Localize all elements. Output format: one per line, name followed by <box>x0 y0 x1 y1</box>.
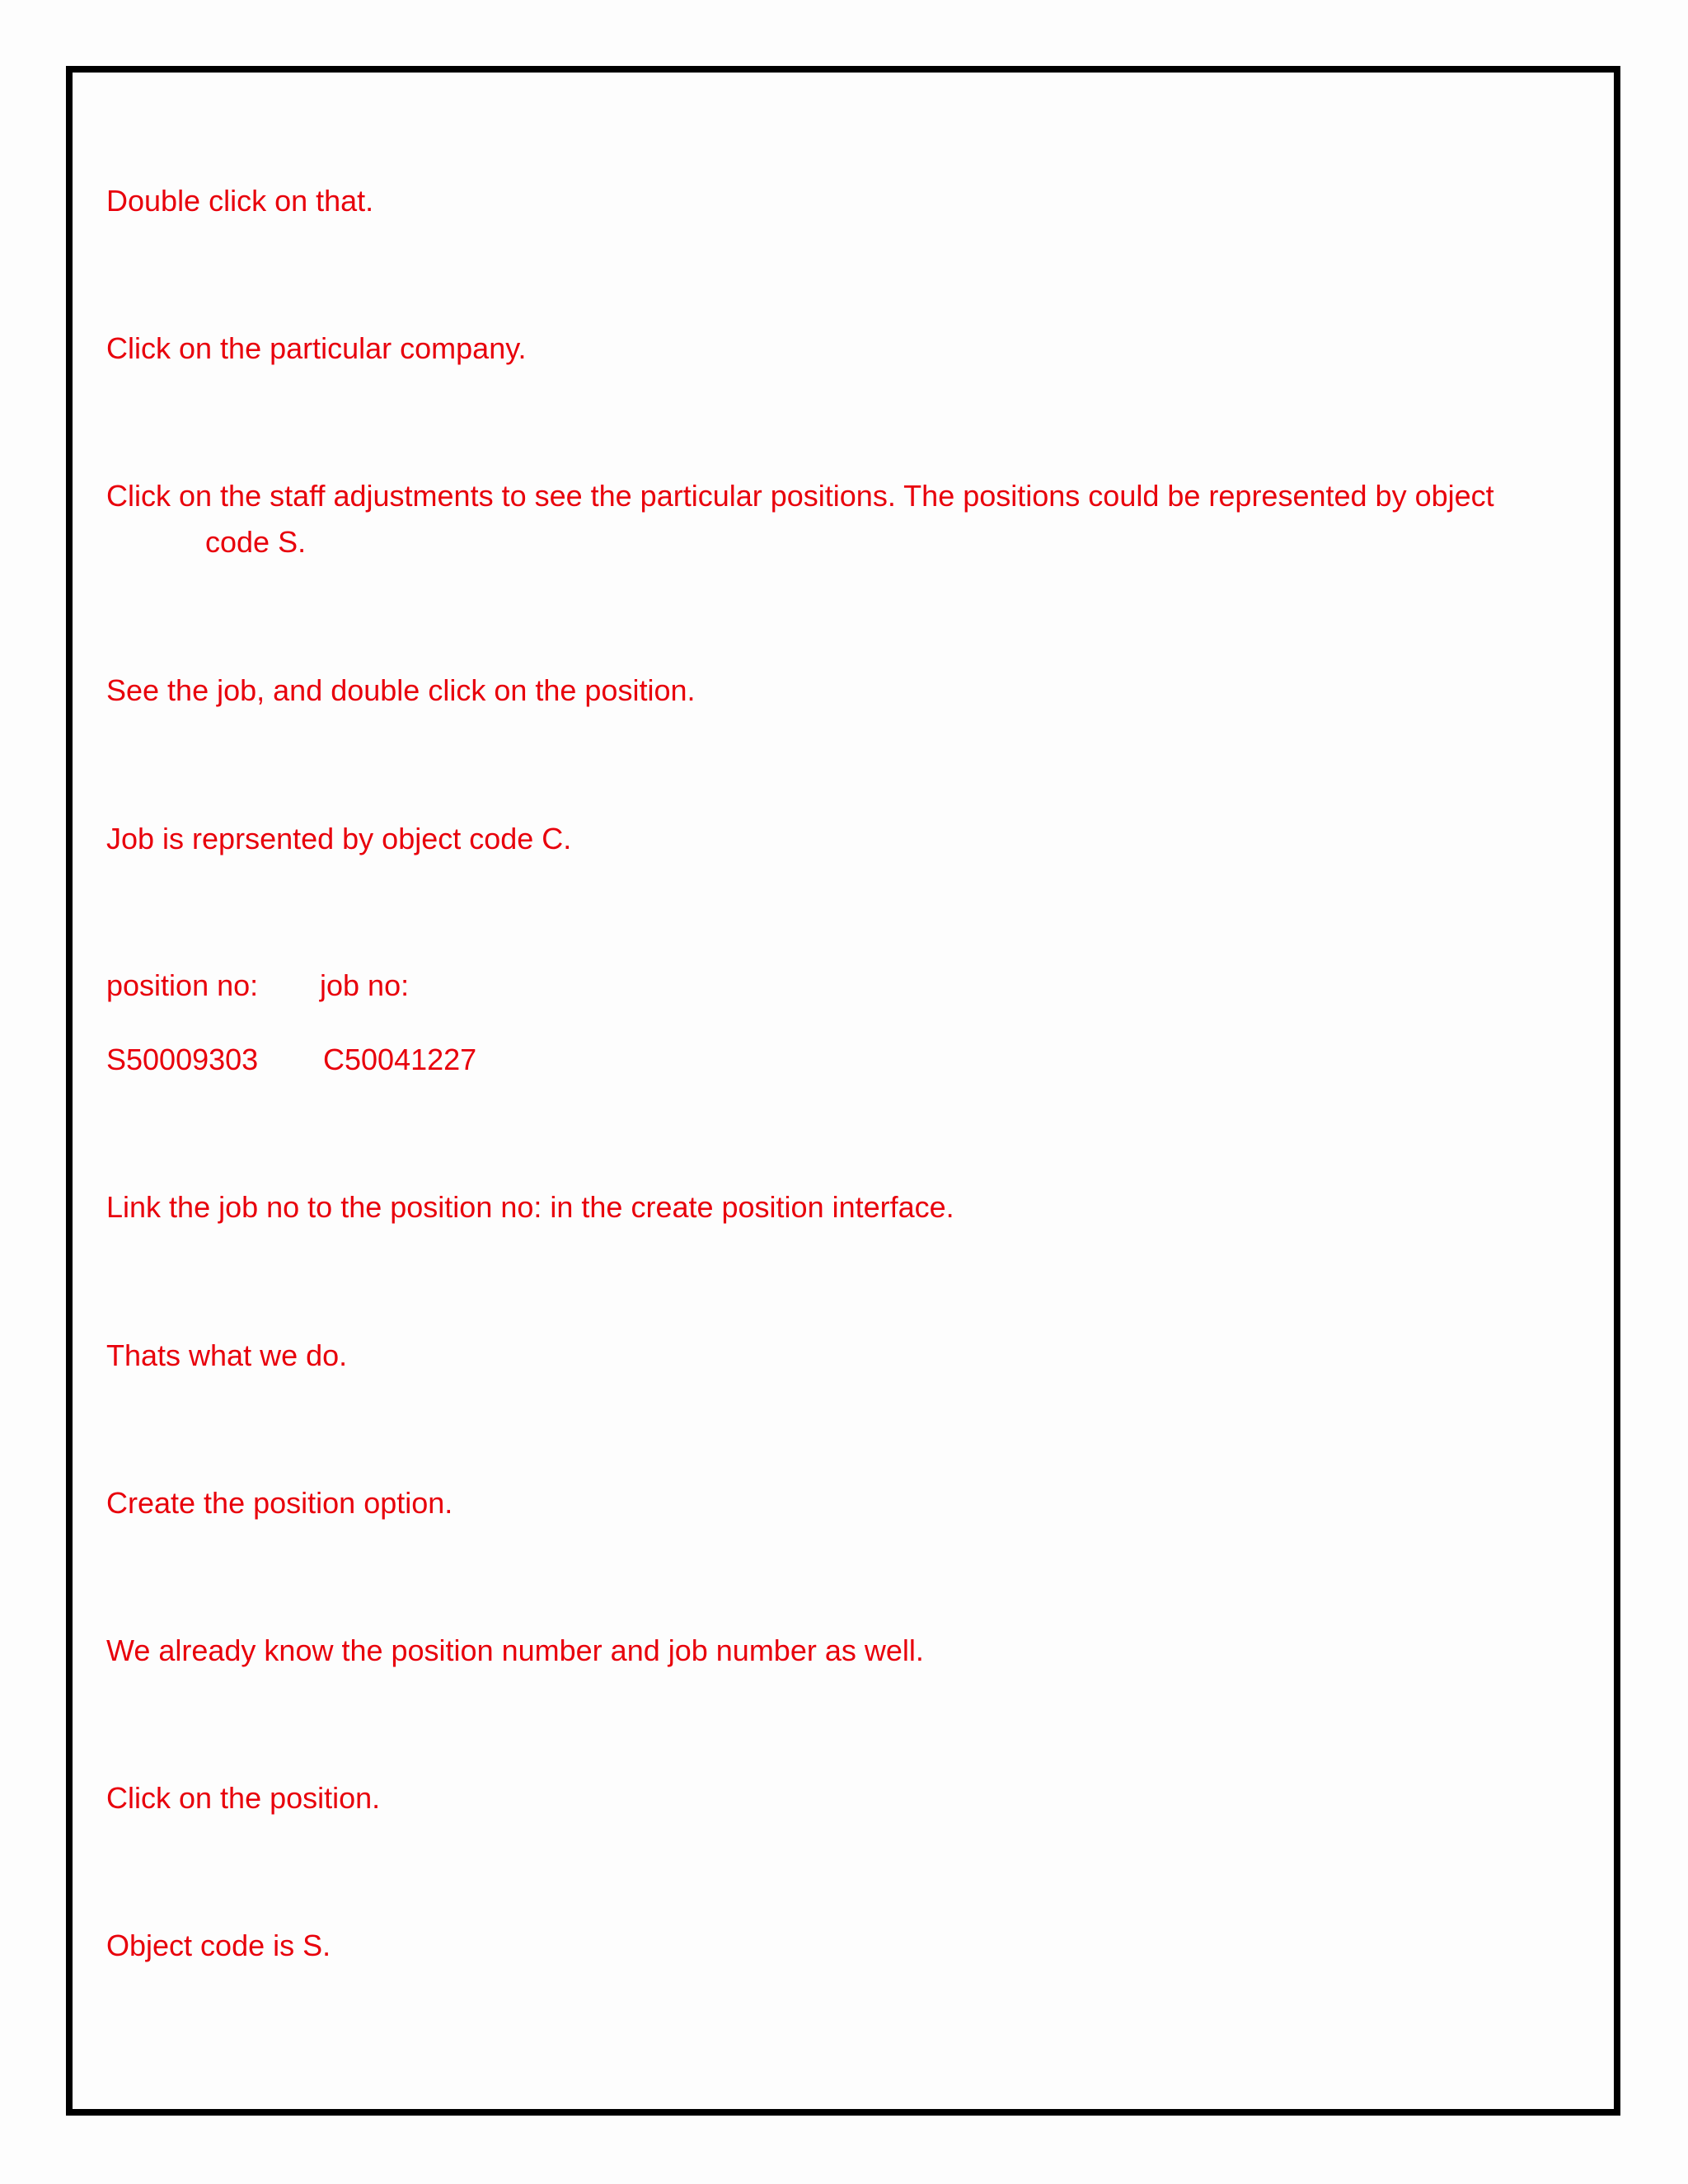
table-header-row <box>106 963 766 1009</box>
instruction-click-position: Click on the position. <box>106 1781 381 1815</box>
instruction-staff-adjustments-line1: Click on the staff adjustments to see the particular positions. The positions could be represented by object <box>106 479 1494 513</box>
position-no-value: S50009303 <box>106 1043 259 1076</box>
instruction-double-click: Double click on that. <box>106 184 374 218</box>
instruction-object-code-s: Object code is S. <box>106 1929 331 1962</box>
table-value-row <box>106 1037 766 1083</box>
job-no-header: job no: <box>320 968 410 1002</box>
instruction-see-job: See the job, and double click on the position. <box>106 673 696 707</box>
instruction-staff-adjustments <box>106 473 1557 565</box>
instruction-link-job: Link the job no to the position no: in the create position interface. <box>106 1190 954 1224</box>
instruction-thats-what-we-do: Thats what we do. <box>106 1338 348 1372</box>
instruction-create-position: Create the position option. <box>106 1486 453 1520</box>
instruction-already-know: We already know the position number and job number as well. <box>106 1633 924 1667</box>
instruction-staff-adjustments-line2: code S. <box>205 525 307 559</box>
instruction-job-object-code: Job is reprsented by object code C. <box>106 822 572 855</box>
position-no-header: position no: <box>106 968 259 1002</box>
instruction-click-company: Click on the particular company. <box>106 331 527 365</box>
job-no-value: C50041227 <box>323 1043 477 1076</box>
